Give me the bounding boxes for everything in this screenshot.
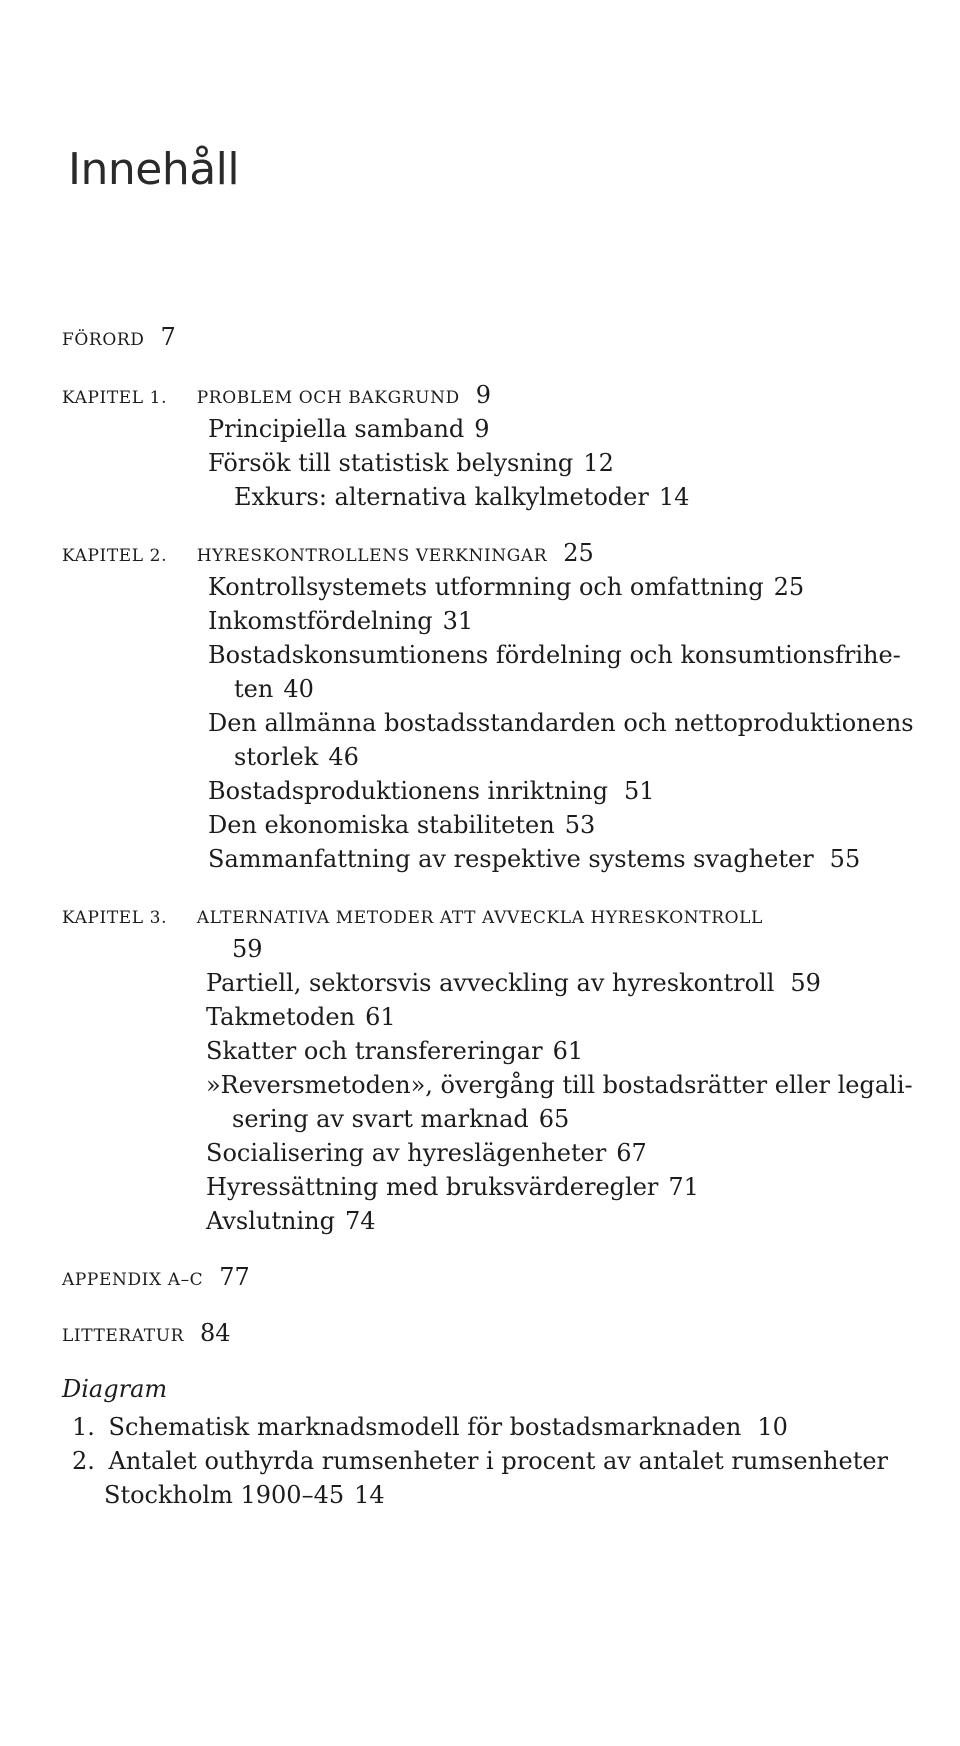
toc-entry [208, 606, 473, 636]
entry-title: Hyressättning med bruksvärderegler [206, 1173, 659, 1201]
chapter-label: KAPITEL 3. [62, 908, 168, 928]
diagram-number: 1. [72, 1413, 95, 1441]
toc-entry [206, 1070, 913, 1100]
diagram-number: 2. [72, 1447, 95, 1475]
toc-entry [208, 448, 614, 478]
toc-entry-continued [234, 674, 314, 704]
chapter-title: HYRESKONTROLLENS VERKNINGAR [196, 546, 548, 566]
entry-title: Exkurs: alternativa kalkylmetoder [234, 483, 649, 511]
entry-title: Principiella samband [208, 415, 465, 443]
entry-page: 55 [829, 845, 861, 873]
entry-title: Bostadsproduktionens inriktning [208, 777, 608, 805]
entry-title: Skatter och transfereringar [206, 1037, 543, 1065]
entry-label: FÖRORD [62, 330, 145, 350]
entry-page: 25 [773, 573, 805, 601]
diagram-title: Antalet outhyrda rumsenheter i procent av antalet rumsenheter [108, 1447, 889, 1475]
entry-page: 9 [474, 415, 490, 443]
entry-title-cont: storlek [234, 743, 319, 771]
chapter-1-heading [62, 380, 491, 413]
entry-title: Den ekonomiska stabiliteten [208, 811, 555, 839]
entry-page: 74 [344, 1207, 376, 1235]
entry-page: 71 [668, 1173, 699, 1201]
diagram-page: 14 [354, 1481, 385, 1509]
entry-title: Partiell, sektorsvis avveckling av hyreskontroll [206, 969, 775, 997]
entry-title: Sammanfattning av respektive systems svagheter [208, 845, 814, 873]
entry-page: 61 [552, 1037, 584, 1065]
entry-title: Den allmänna bostadsstandarden och nettoproduktionens [208, 709, 914, 737]
toc-entry [208, 810, 595, 840]
toc-entry [206, 1172, 699, 1202]
toc-entry [234, 482, 689, 512]
toc-entry [208, 708, 914, 738]
entry-page: 14 [658, 483, 690, 511]
entry-page: 67 [616, 1139, 647, 1167]
toc-entry [208, 640, 901, 670]
entry-title-cont: ten [234, 675, 274, 703]
toc-entry [208, 414, 490, 444]
chapter-page: 59 [232, 935, 263, 963]
entry-page: 61 [365, 1003, 396, 1031]
entry-page: 7 [160, 323, 176, 351]
chapter-2-heading [62, 538, 594, 571]
page-title: Innehåll [68, 144, 240, 195]
entry-label: APPENDIX A–C [62, 1270, 204, 1290]
toc-entry [206, 1206, 376, 1236]
entry-title: »Reversmetoden», övergång till bostadsrätter eller legali- [206, 1071, 913, 1099]
entry-title: Försök till statistisk belysning [208, 449, 574, 477]
entry-title: Socialisering av hyreslägenheter [206, 1139, 607, 1167]
entry-title: Kontrollsystemets utformning och omfattning [208, 573, 764, 601]
diagram-entry [72, 1412, 788, 1442]
diagram-page: 10 [757, 1413, 788, 1441]
chapter-page: 25 [563, 539, 594, 567]
entry-title: Inkomstfördelning [208, 607, 433, 635]
diagram-title: Schematisk marknadsmodell för bostadsmarknaden [108, 1413, 742, 1441]
toc-entry [206, 1002, 396, 1032]
entry-page: 31 [442, 607, 474, 635]
chapter-title: PROBLEM OCH BAKGRUND [196, 388, 460, 408]
entry-title: Takmetoden [206, 1003, 356, 1031]
entry-page: 12 [583, 449, 614, 477]
diagram-title-cont: Stockholm 1900–45 [104, 1481, 345, 1509]
entry-title: Avslutning [206, 1207, 335, 1235]
entry-page: 51 [623, 777, 655, 805]
toc-entry [208, 572, 804, 602]
toc-entry [206, 1138, 647, 1168]
entry-page: 77 [219, 1263, 250, 1291]
toc-entry-continued [234, 742, 359, 772]
entry-page: 46 [328, 743, 359, 771]
toc-entry-appendix [62, 1262, 250, 1295]
toc-entry-literature [62, 1318, 231, 1351]
toc-entry-foreword [62, 322, 176, 355]
chapter-label: KAPITEL 2. [62, 546, 168, 566]
entry-page: 65 [538, 1105, 570, 1133]
entry-page: 84 [200, 1319, 231, 1347]
toc-entry [208, 844, 860, 874]
entry-title-cont: sering av svart marknad [232, 1105, 529, 1133]
chapter-label: KAPITEL 1. [62, 388, 168, 408]
toc-entry-continued [232, 1104, 569, 1134]
entry-title: Bostadskonsumtionens fördelning och konsumtionsfrihe- [208, 641, 901, 669]
chapter-title: ALTERNATIVA METODER ATT AVVECKLA HYRESKONTROLL [196, 908, 763, 928]
toc-entry [206, 968, 821, 998]
chapter-page-continued [232, 934, 263, 964]
diagram-entry-continued [104, 1480, 385, 1510]
toc-entry [206, 1036, 583, 1066]
toc-entry [208, 776, 654, 806]
chapter-3-heading [62, 900, 763, 933]
entry-label: LITTERATUR [62, 1326, 185, 1346]
entry-page: 59 [790, 969, 821, 997]
diagram-entry [72, 1446, 888, 1476]
entry-page: 40 [283, 675, 314, 703]
entry-page: 53 [564, 811, 596, 839]
diagram-heading: Diagram [62, 1375, 168, 1403]
chapter-page: 9 [475, 381, 492, 409]
